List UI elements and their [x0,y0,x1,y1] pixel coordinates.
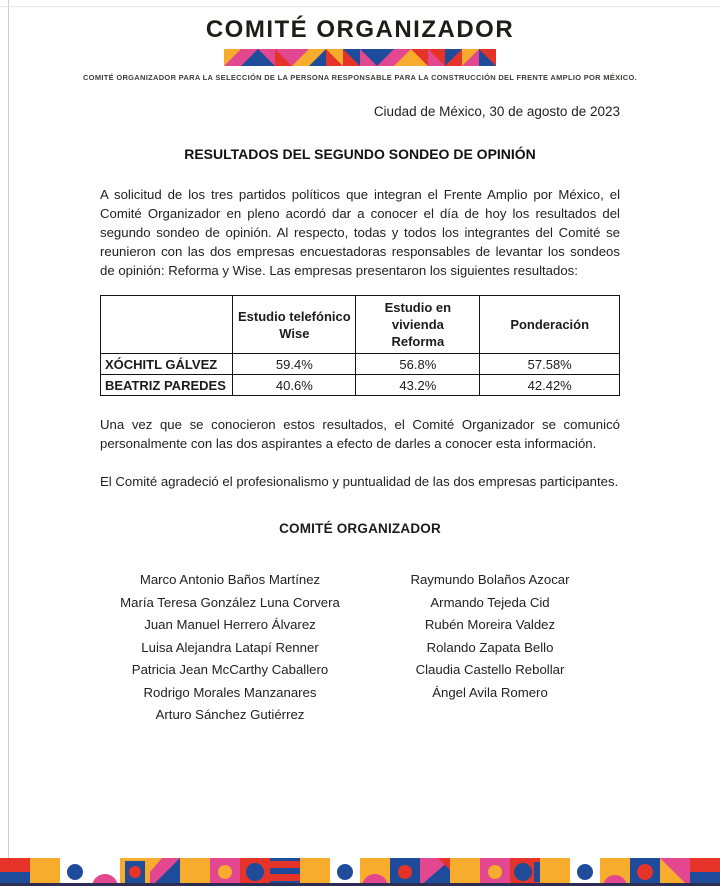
committee-member: Rodrigo Morales Manzanares [143,684,317,700]
column-header-ponderacion: Ponderación [480,296,620,354]
document-title: RESULTADOS DEL SEGUNDO SONDEO DE OPINIÓN [184,146,536,162]
reforma-value: 56.8% [356,354,480,375]
committee-member: Claudia Castello Rebollar [415,662,565,677]
committee-member: Raymundo Bolaños Azocar [410,572,570,587]
ponderacion-value: 57.58% [480,354,620,375]
page-edge-shadow [8,0,9,886]
org-subtitle: COMITÉ ORGANIZADOR PARA LA SELECCIÓN DE LA PERSONA RESPONSABLE PARA LA CONSTRUCCIÓN DEL FRENTE AMPLIO POR MÉXICO. [82,73,638,82]
column-header-empty [101,296,233,354]
wise-value: 40.6% [233,375,356,396]
candidate-name: XÓCHITL GÁLVEZ [101,354,233,375]
reforma-value: 43.2% [356,375,480,396]
committee-member: Arturo Sánchez Gutiérrez [155,707,305,722]
date-line: Ciudad de México, 30 de agosto de 2023 [373,104,620,119]
paragraph-thanks: El Comité agradeció el profesionalismo y puntualidad de las dos empresas participantes. [100,474,619,489]
paragraph-intro: A solicitud de los tres partidos políticos que integran el Frente Amplio por México, el Comité Organizador en pleno acordó dar a conocer el día de hoy los resultados del segundo sondeo de opinión. Al respecto, todas y todos los integrantes del Comité se reunieron con las dos empresas encuestadoras responsables de levantar los sondeos de opinión: Reforma y Wise. Las empresas presentaron los siguientes resultados: [100,187,620,278]
logo-mosaic-strip-icon [224,49,496,66]
table-header-row [101,296,620,354]
table-row [101,375,620,396]
committee-member: María Teresa González Luna Corvera [120,594,340,610]
committee-left-column [100,569,360,727]
committee-member: Rubén Moreira Valdez [424,617,556,632]
committee-columns [100,569,620,727]
document-body [100,104,620,727]
ponderacion-value: 42.42% [480,375,620,396]
committee-member: Ángel Avila Romero [432,684,548,700]
letterhead [0,0,720,82]
wise-value: 59.4% [233,354,356,375]
results-table [100,295,620,396]
paragraph-followup: Una vez que se conocieron estos resultados, el Comité Organizador se comunicó personalmente con las dos aspirantes a efecto de darles a conocer esta información. [100,417,620,451]
column-header-reforma: Estudio en vivienda Reforma [356,296,480,354]
committee-member: Patricia Jean McCarthy Caballero [131,662,329,677]
committee-member: Luisa Alejandra Latapí Renner [141,639,319,655]
committee-member: Juan Manuel Herrero Álvarez [144,617,316,632]
table-row [101,354,620,375]
committee-member: Rolando Zapata Bello [426,639,554,655]
committee-member: Marco Antonio Baños Martínez [139,572,321,587]
footer-mosaic-strip-icon [0,858,720,886]
committee-right-column [360,569,620,727]
column-header-wise: Estudio telefónico Wise [233,296,356,354]
committee-member: Armando Tejeda Cid [430,594,550,610]
candidate-name: BEATRIZ PAREDES [101,375,233,396]
org-title: COMITÉ ORGANIZADOR [205,16,515,43]
page-edge-shadow-top [0,6,720,7]
committee-heading: COMITÉ ORGANIZADOR [279,521,441,536]
